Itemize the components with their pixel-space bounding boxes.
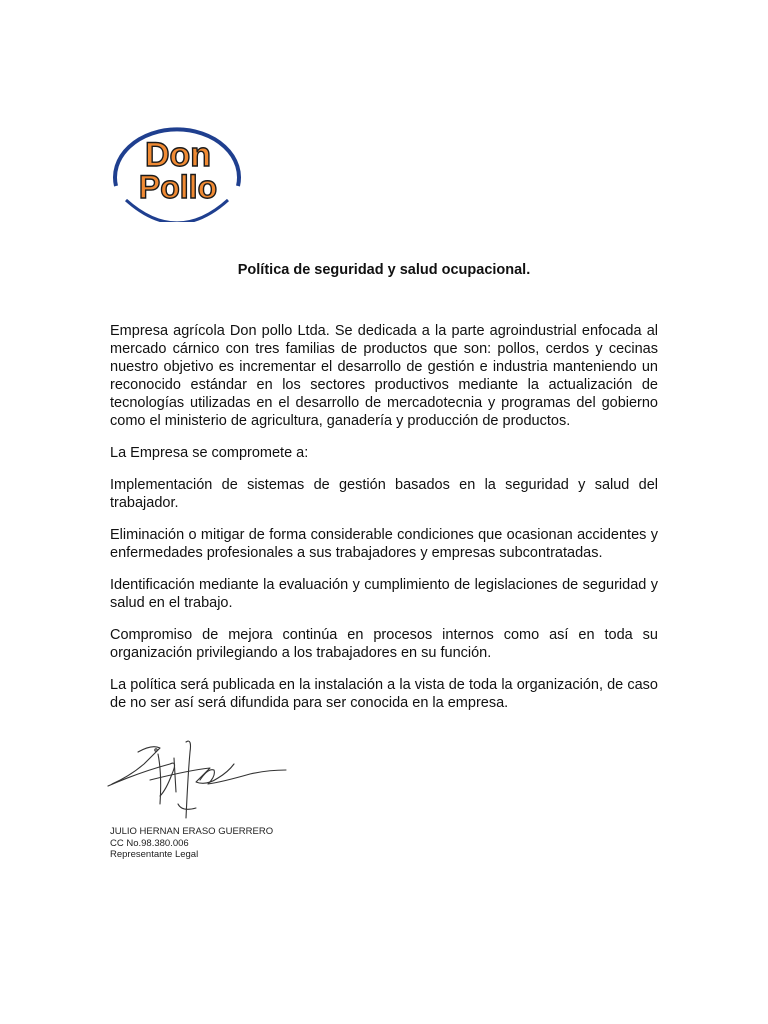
paragraph-commitment-2: Eliminación o mitigar de forma considerable condiciones que ocasionan accidentes y enfermedades profesionales a sus trabajadores y empresas subcontratadas. — [110, 527, 658, 561]
paragraph-commitment-1: Implementación de sistemas de gestión basados en la seguridad y salud del trabajador. — [110, 477, 658, 511]
signer-block — [110, 826, 273, 861]
paragraph-publication: La política será publicada en la instalación a la vista de toda la organización, de caso de no ser así será difundida para ser conocida en la empresa. — [110, 677, 658, 711]
document-body — [110, 322, 658, 726]
paragraph-commitment-intro: La Empresa se compromete a: — [110, 445, 309, 461]
paragraph-commitment-3: Identificación mediante la evaluación y cumplimiento de legislaciones de seguridad y salud en el trabajo. — [110, 577, 658, 611]
signer-name: JULIO HERNAN ERASO GUERRERO — [110, 826, 274, 837]
signer-id: CC No.98.380.006 — [110, 837, 189, 849]
logo-text-pollo: Pollo — [138, 169, 218, 205]
paragraph-company-intro: Empresa agrícola Don pollo Ltda. Se dedicada a la parte agroindustrial enfocada al mercado cárnico con tres familias de productos que son: pollos, cerdos y cecinas nuestro objetivo es incrementar el desarrollo de gestión e industria manteniendo un reconocido estándar en los sectores productivos mediante la actualización de tecnologías utilizadas en el desarrollo de mercadotecnia y programas del gobierno como el ministerio de agricultura, ganadería y producción de productos. — [110, 323, 658, 429]
paragraph-commitment-4: Compromiso de mejora continúa en procesos internos como así en toda su organización privilegiando a los trabajadores en su función. — [110, 627, 658, 661]
company-logo — [106, 118, 248, 222]
signer-role: Representante Legal — [110, 849, 199, 860]
handwritten-signature — [100, 734, 290, 824]
document-title: Política de seguridad y salud ocupacional. — [237, 262, 531, 278]
logo-text-don: Don — [144, 136, 212, 174]
